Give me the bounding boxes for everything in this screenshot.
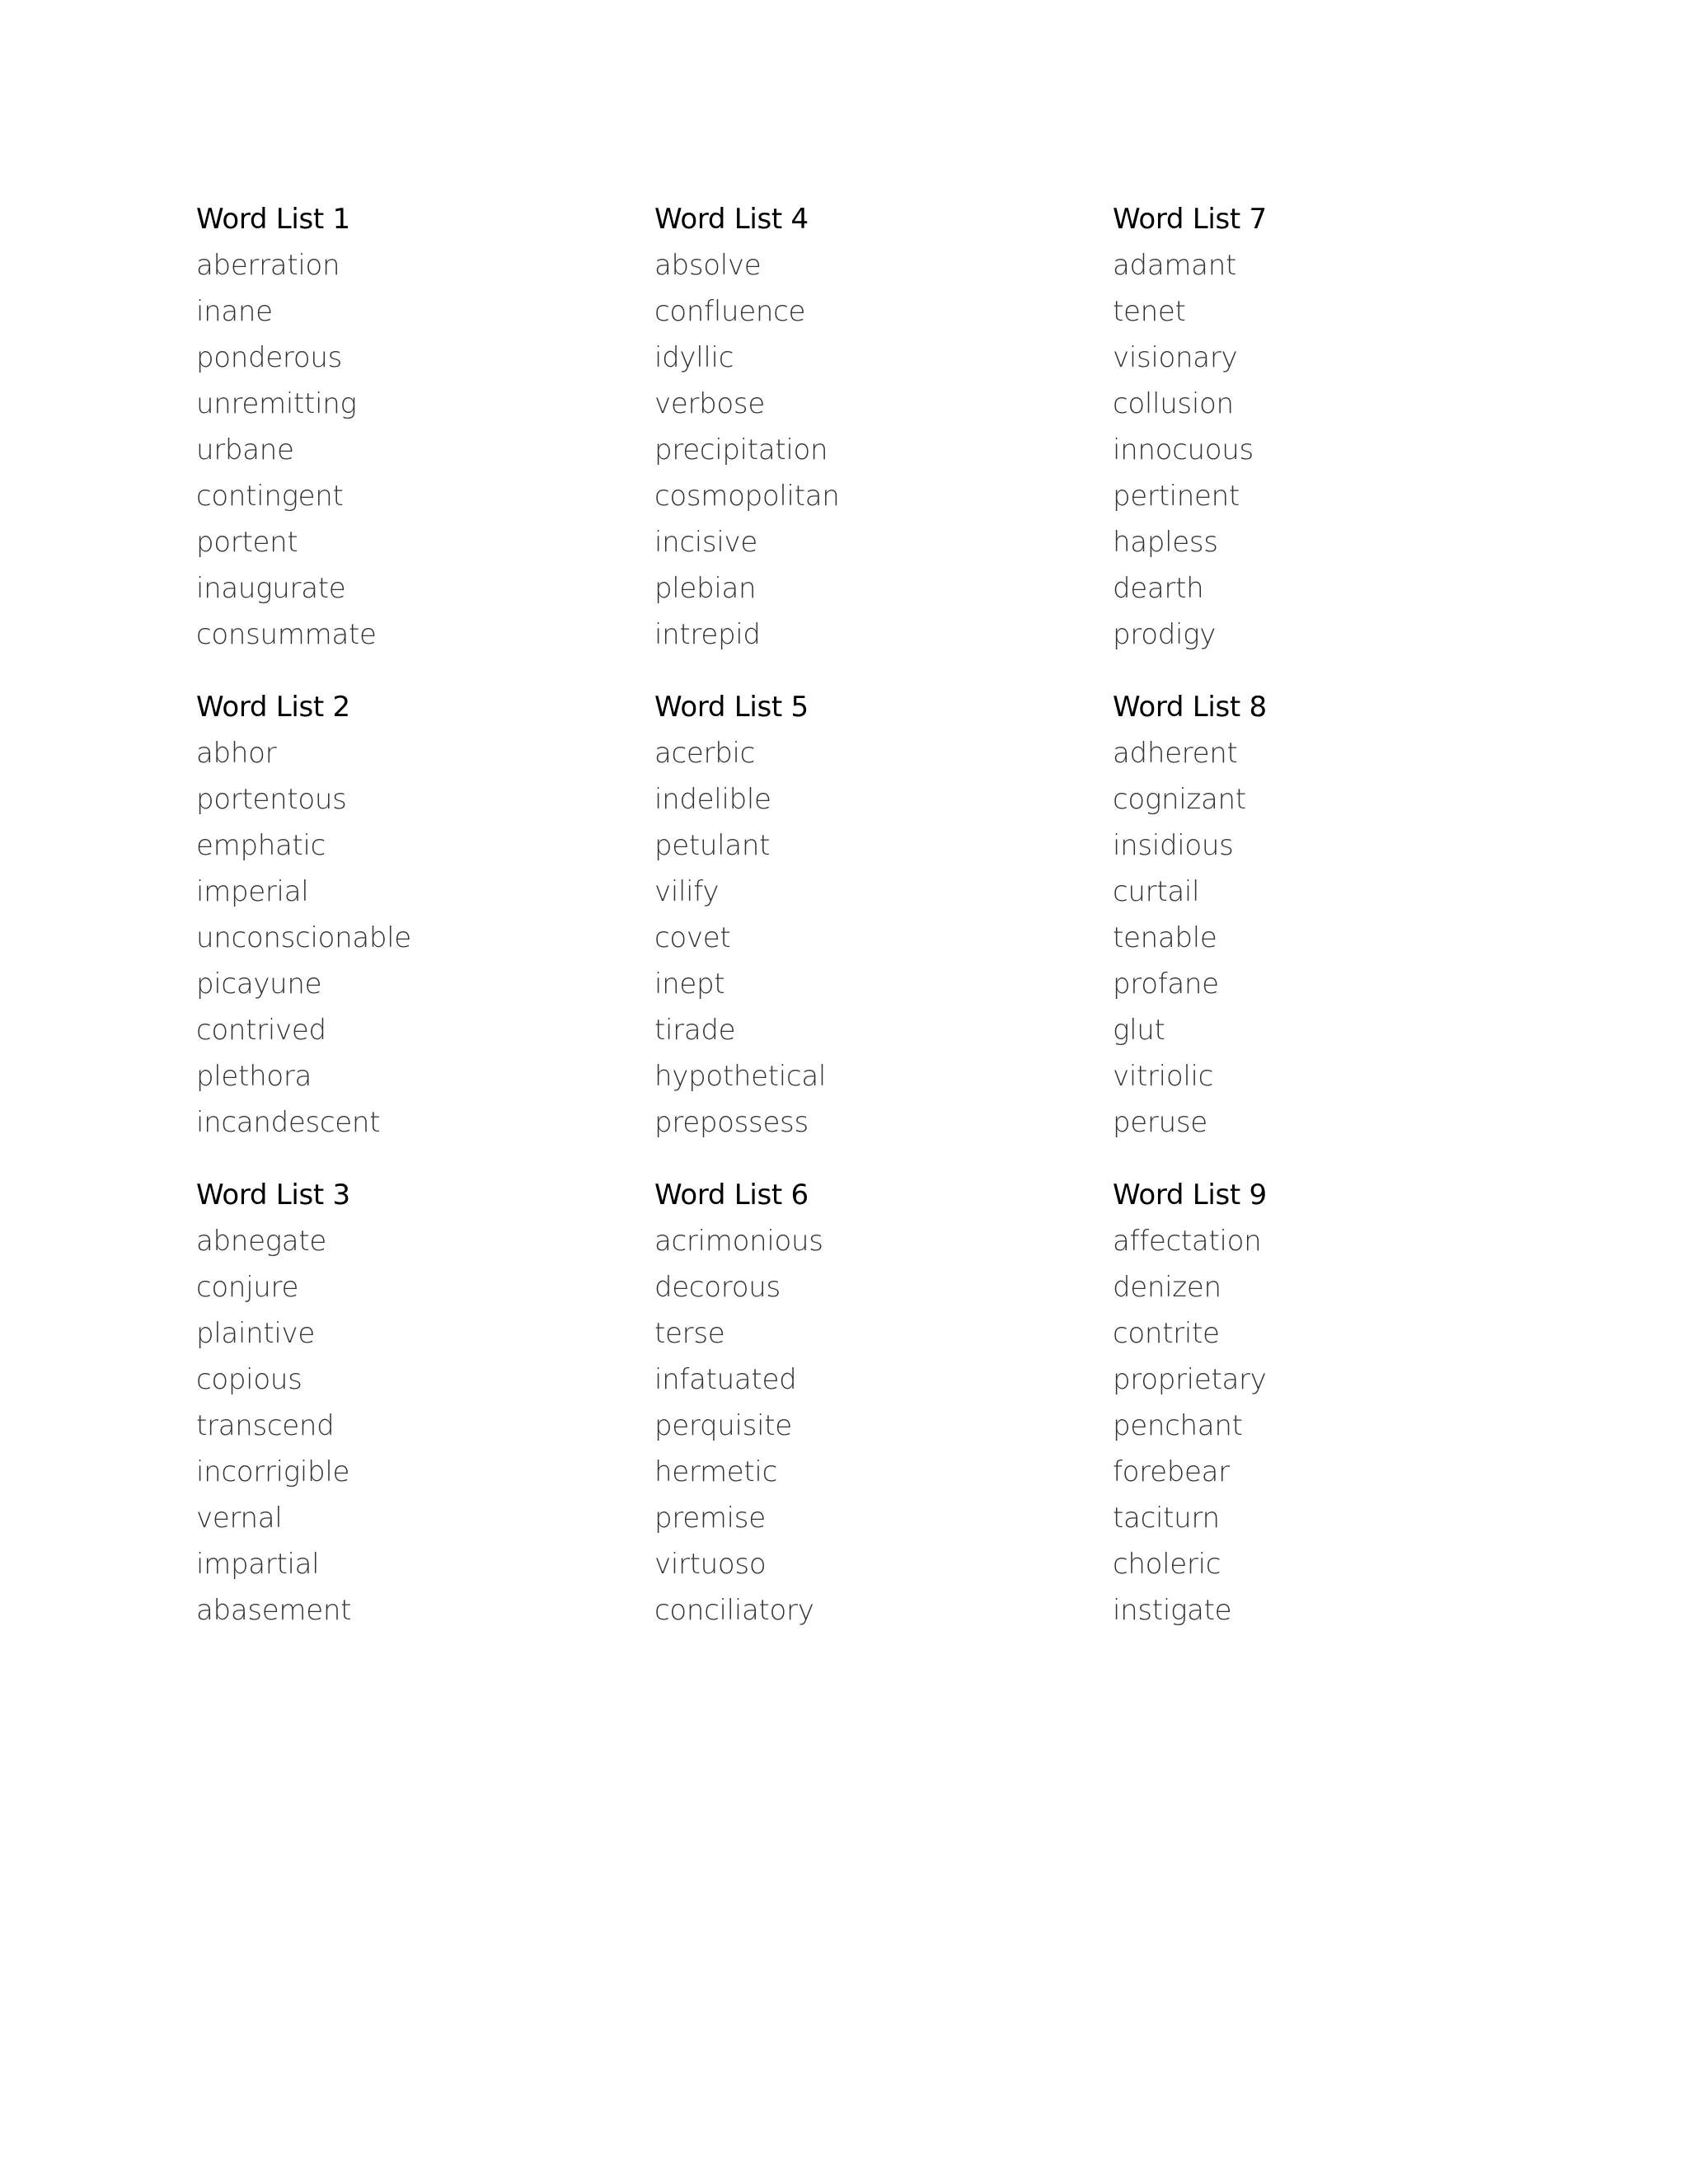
word-item: covet [654,921,731,954]
word-item: abasement [196,1594,352,1627]
word-item: dearth [1113,572,1204,605]
word-list-title: Word List 3 [196,1179,350,1212]
word-item: tenable [1113,921,1217,954]
word-item: incandescent [196,1106,381,1139]
word-item: affectation [1113,1225,1262,1258]
word-item: penchant [1113,1409,1243,1442]
word-list-3 [196,1172,654,1633]
word-item: prodigy [1113,618,1217,651]
word-item: picayune [196,968,322,1001]
word-item: copious [196,1363,302,1396]
word-list-1 [196,196,654,658]
word-item: innocuous [1113,434,1254,466]
word-list-2 [196,684,654,1146]
word-item: inept [654,968,725,1001]
word-item: ponderous [196,341,343,374]
word-item: tirade [654,1014,736,1047]
word-item: vitriolic [1113,1060,1214,1093]
word-list-title: Word List 9 [1113,1179,1267,1212]
word-item: adherent [1113,737,1238,770]
word-item: incorrigible [196,1455,350,1488]
word-list-8 [1113,684,1571,1146]
word-item: absolve [654,249,762,282]
word-item: denizen [1113,1271,1221,1304]
word-list-title: Word List 5 [654,691,809,724]
word-item: incisive [654,526,757,559]
word-list-title: Word List 7 [1113,203,1267,236]
word-item: conciliatory [654,1594,814,1627]
word-item: unremitting [196,387,357,420]
word-item: aberration [196,249,340,282]
word-item: abnegate [196,1225,326,1258]
word-item: taciturn [1113,1502,1220,1535]
word-list-7 [1113,196,1571,658]
word-item: abhor [196,737,277,770]
word-item: choleric [1113,1548,1221,1581]
word-item: prepossess [654,1106,809,1139]
word-item: petulant [654,829,771,862]
word-item: decorous [654,1271,781,1304]
word-item: tenet [1113,295,1186,328]
word-item: infatuated [654,1363,797,1396]
word-item: cognizant [1113,783,1246,816]
word-item: hermetic [654,1455,777,1488]
word-item: adamant [1113,249,1236,282]
word-item: urbane [196,434,294,466]
word-item: profane [1113,968,1219,1001]
word-item: hapless [1113,526,1218,559]
word-item: acerbic [654,737,756,770]
word-lists-grid [196,196,1597,1633]
word-item: confluence [654,295,806,328]
word-item: forebear [1113,1455,1230,1488]
word-list-title: Word List 8 [1113,691,1267,724]
word-list-4 [654,196,1113,658]
word-item: portent [196,526,298,559]
word-item: verbose [654,387,765,420]
word-item: plethora [196,1060,312,1093]
word-list-title: Word List 4 [654,203,809,236]
word-list-6 [654,1172,1113,1633]
word-item: peruse [1113,1106,1207,1139]
word-item: indelible [654,783,771,816]
word-item: cosmopolitan [654,480,840,513]
word-item: unconscionable [196,921,411,954]
word-item: insidious [1113,829,1234,862]
word-item: glut [1113,1014,1165,1047]
word-item: collusion [1113,387,1234,420]
word-item: instigate [1113,1594,1232,1627]
word-item: vernal [196,1502,283,1535]
word-item: contrived [196,1014,326,1047]
word-item: hypothetical [654,1060,827,1093]
word-item: portentous [196,783,347,816]
word-item: virtuoso [654,1548,767,1581]
word-item: curtail [1113,875,1200,908]
word-item: imperial [196,875,309,908]
word-item: emphatic [196,829,326,862]
word-item: idyllic [654,341,734,374]
word-item: inaugurate [196,572,346,605]
word-list-title: Word List 2 [196,691,350,724]
word-item: precipitation [654,434,828,466]
word-item: contrite [1113,1317,1220,1350]
word-item: impartial [196,1548,320,1581]
word-item: transcend [196,1409,335,1442]
word-item: contingent [196,480,344,513]
word-list-9 [1113,1172,1571,1633]
word-item: inane [196,295,273,328]
word-item: pertinent [1113,480,1240,513]
word-list-title: Word List 6 [654,1179,809,1212]
word-item: perquisite [654,1409,792,1442]
word-list-5 [654,684,1113,1146]
word-item: acrimonious [654,1225,823,1258]
word-item: premise [654,1502,766,1535]
word-item: conjure [196,1271,299,1304]
word-item: proprietary [1113,1363,1267,1396]
word-item: vilify [654,875,720,908]
word-item: terse [654,1317,725,1350]
word-item: plaintive [196,1317,315,1350]
word-list-title: Word List 1 [196,203,350,236]
word-item: intrepid [654,618,761,651]
word-item: plebian [654,572,757,605]
word-item: visionary [1113,341,1238,374]
word-item: consummate [196,618,377,651]
